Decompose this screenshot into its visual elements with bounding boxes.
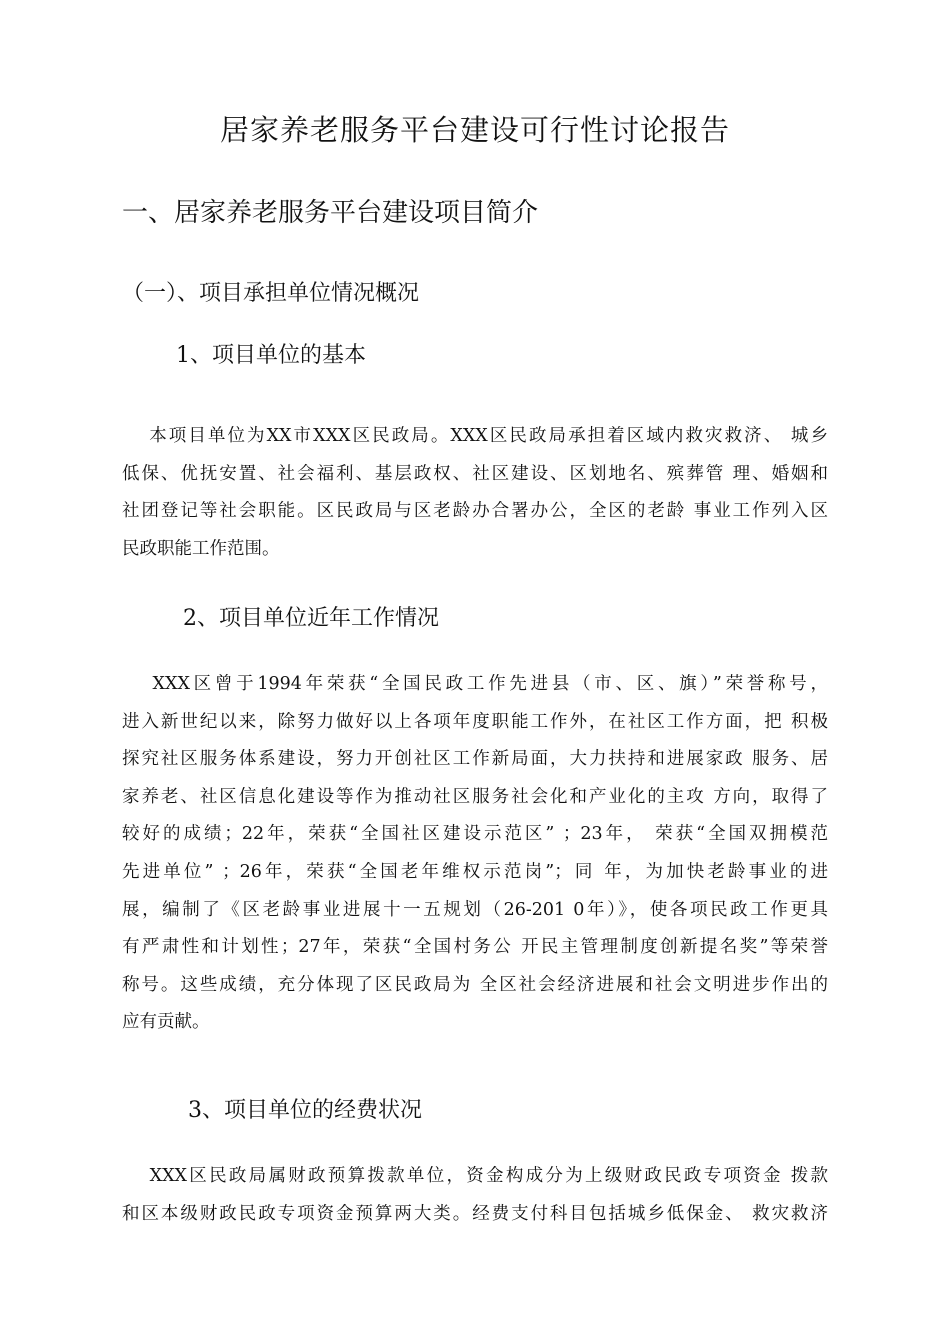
paragraph-line: 称号。这些成绩，充分体现了区民政局为 全区社会经济进展和社会文明进步作出的 xyxy=(122,974,828,995)
item-heading-1: 1、项目单位的基本 xyxy=(176,343,366,368)
paragraph-line: 家养老、社区信息化建设等作为推动社区服务社会化和产业化的主攻 方向，取得了 xyxy=(122,786,828,807)
paragraph-line: 展，编制了《区老龄事业进展十一五规划（26-201 0年）》，使各项民政工作更具 xyxy=(122,899,828,920)
subsection-heading: （一）、项目承担单位情况概况 xyxy=(122,281,420,306)
item-heading-2: 2、项目单位近年工作情况 xyxy=(183,606,439,631)
document-title: 居家养老服务平台建设可行性讨论报告 xyxy=(219,113,730,147)
paragraph-1 xyxy=(122,418,828,568)
paragraph-line: 应有贡献。 xyxy=(122,1012,210,1033)
paragraph-line: XXX区民政局属财政预算拨款单位，资金构成分为上级财政民政专项资金 拨款 xyxy=(122,1166,828,1186)
item-heading-3: 3、项目单位的经费状况 xyxy=(188,1098,422,1123)
paragraph-line: 民政职能工作范围。 xyxy=(122,538,280,559)
paragraph-line: 探究社区服务体系建设，努力开创社区工作新局面，大力扶持和进展家政 服务、居 xyxy=(122,749,828,770)
paragraph-line: 低保、优抚安置、社会福利、基层政权、社区建设、区划地名、殡葬管 理、婚姻和 xyxy=(122,463,828,484)
paragraph-line: 先进单位” ；26年，荣获“全国老年维权示范岗”；同 年，为加快老龄事业的进 xyxy=(122,861,828,882)
paragraph-line: 社团登记等社会职能。区民政局与区老龄办合署办公，全区的老龄 事业工作列入区 xyxy=(122,501,828,522)
paragraph-line: 本项目单位为XX市XXX区民政局。XXX区民政局承担着区域内救灾救济、 城乡 xyxy=(122,426,828,446)
paragraph-3 xyxy=(122,1158,828,1233)
paragraph-line: 有严肃性和计划性；27年，荣获“全国村务公 开民主管理制度创新提名奖”等荣誉 xyxy=(122,937,828,958)
paragraph-line: 进入新世纪以来，除努力做好以上各项年度职能工作外，在社区工作方面，把 积极 xyxy=(122,711,828,732)
paragraph-line: XXX区曾于1994年荣获“全国民政工作先进县（市、区、旗）”荣誉称号， xyxy=(122,674,828,694)
paragraph-line: 较好的成绩；22年，荣获“全国社区建设示范区” ；23年， 荣获“全国双拥模范 xyxy=(122,824,828,845)
paragraph-2 xyxy=(122,666,828,1042)
section-heading: 一、居家养老服务平台建设项目简介 xyxy=(122,198,539,228)
paragraph-line: 和区本级财政民政专项资金预算两大类。经费支付科目包括城乡低保金、 救灾救济 xyxy=(122,1203,828,1224)
